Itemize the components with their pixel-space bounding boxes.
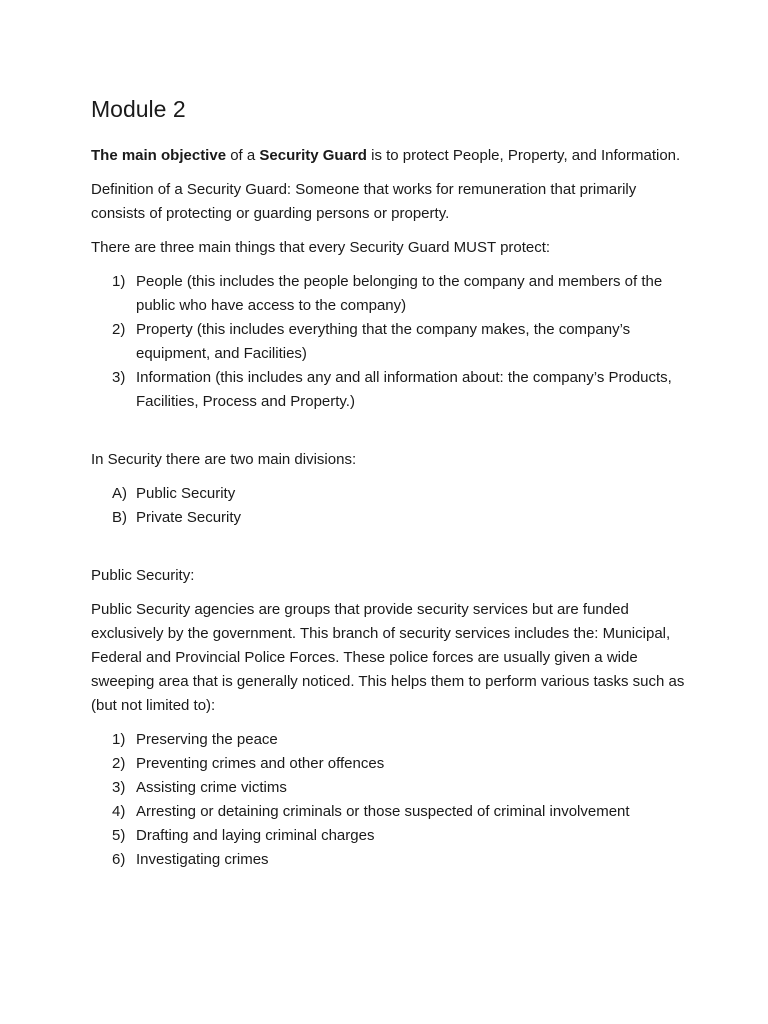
list-item-text: Property (this includes everything that the company makes, the company’s equipment, and Facilities) (136, 321, 631, 362)
list-marker: A) (112, 485, 127, 502)
list-marker: 2) (112, 321, 126, 338)
objective-text-1: of a (226, 147, 260, 164)
divisions-list (91, 482, 691, 530)
blank-line (91, 540, 691, 564)
list-marker: 6) (112, 851, 126, 868)
list-item (91, 318, 691, 366)
three-things-intro: There are three main things that every Security Guard MUST protect: (91, 239, 551, 256)
list-item (91, 848, 691, 872)
list-item-text: Assisting crime victims (136, 779, 287, 796)
list-marker: 3) (112, 779, 126, 796)
objective-paragraph (91, 144, 691, 168)
list-item-text: Private Security (136, 509, 242, 526)
definition-paragraph: Definition of a Security Guard: Someone that works for remuneration that primarily consists of protecting or guarding persons or property. (91, 181, 637, 222)
list-item (91, 776, 691, 800)
list-item-text: Investigating crimes (136, 851, 269, 868)
objective-bold-2: Security Guard (259, 147, 367, 164)
list-item-text: Public Security (136, 485, 236, 502)
list-item (91, 482, 691, 506)
list-marker: 3) (112, 369, 126, 386)
list-item (91, 270, 691, 318)
list-item (91, 824, 691, 848)
list-marker: 5) (112, 827, 126, 844)
list-item (91, 506, 691, 530)
list-item-text: Drafting and laying criminal charges (136, 827, 375, 844)
list-item-text: Preserving the peace (136, 731, 278, 748)
list-item-text: Information (this includes any and all information about: the company’s Products, Facilities, Process and Property.) (136, 369, 672, 410)
list-item (91, 752, 691, 776)
page-title: Module 2 (91, 96, 186, 122)
tasks-list (91, 728, 691, 872)
divisions-intro: In Security there are two main divisions: (91, 451, 357, 468)
document-page (91, 94, 691, 882)
three-things-list (91, 270, 691, 414)
list-item-text: Preventing crimes and other offences (136, 755, 385, 772)
list-marker: 1) (112, 273, 126, 290)
objective-bold-1: The main objective (91, 147, 227, 164)
list-item-text: People (this includes the people belonging to the company and members of the public who have access to the company) (136, 273, 663, 314)
list-marker: 2) (112, 755, 126, 772)
list-marker: 1) (112, 731, 126, 748)
list-item (91, 800, 691, 824)
objective-text-2: is to protect People, Property, and Information. (366, 147, 681, 164)
list-marker: B) (112, 509, 127, 526)
public-security-heading: Public Security: (91, 567, 195, 584)
blank-line (91, 424, 691, 448)
list-item (91, 366, 691, 414)
list-item (91, 728, 691, 752)
public-security-paragraph: Public Security agencies are groups that provide security services but are funded exclusively by the government. This branch of security services includes the: Municipal, Federal and Provincial Police Forces. These police forces are usually given a wide sweeping area that is generally noticed. This helps them to perform various tasks such as (but not limited to): (91, 601, 685, 714)
list-marker: 4) (112, 803, 126, 820)
list-item-text: Arresting or detaining criminals or those suspected of criminal involvement (136, 803, 630, 820)
